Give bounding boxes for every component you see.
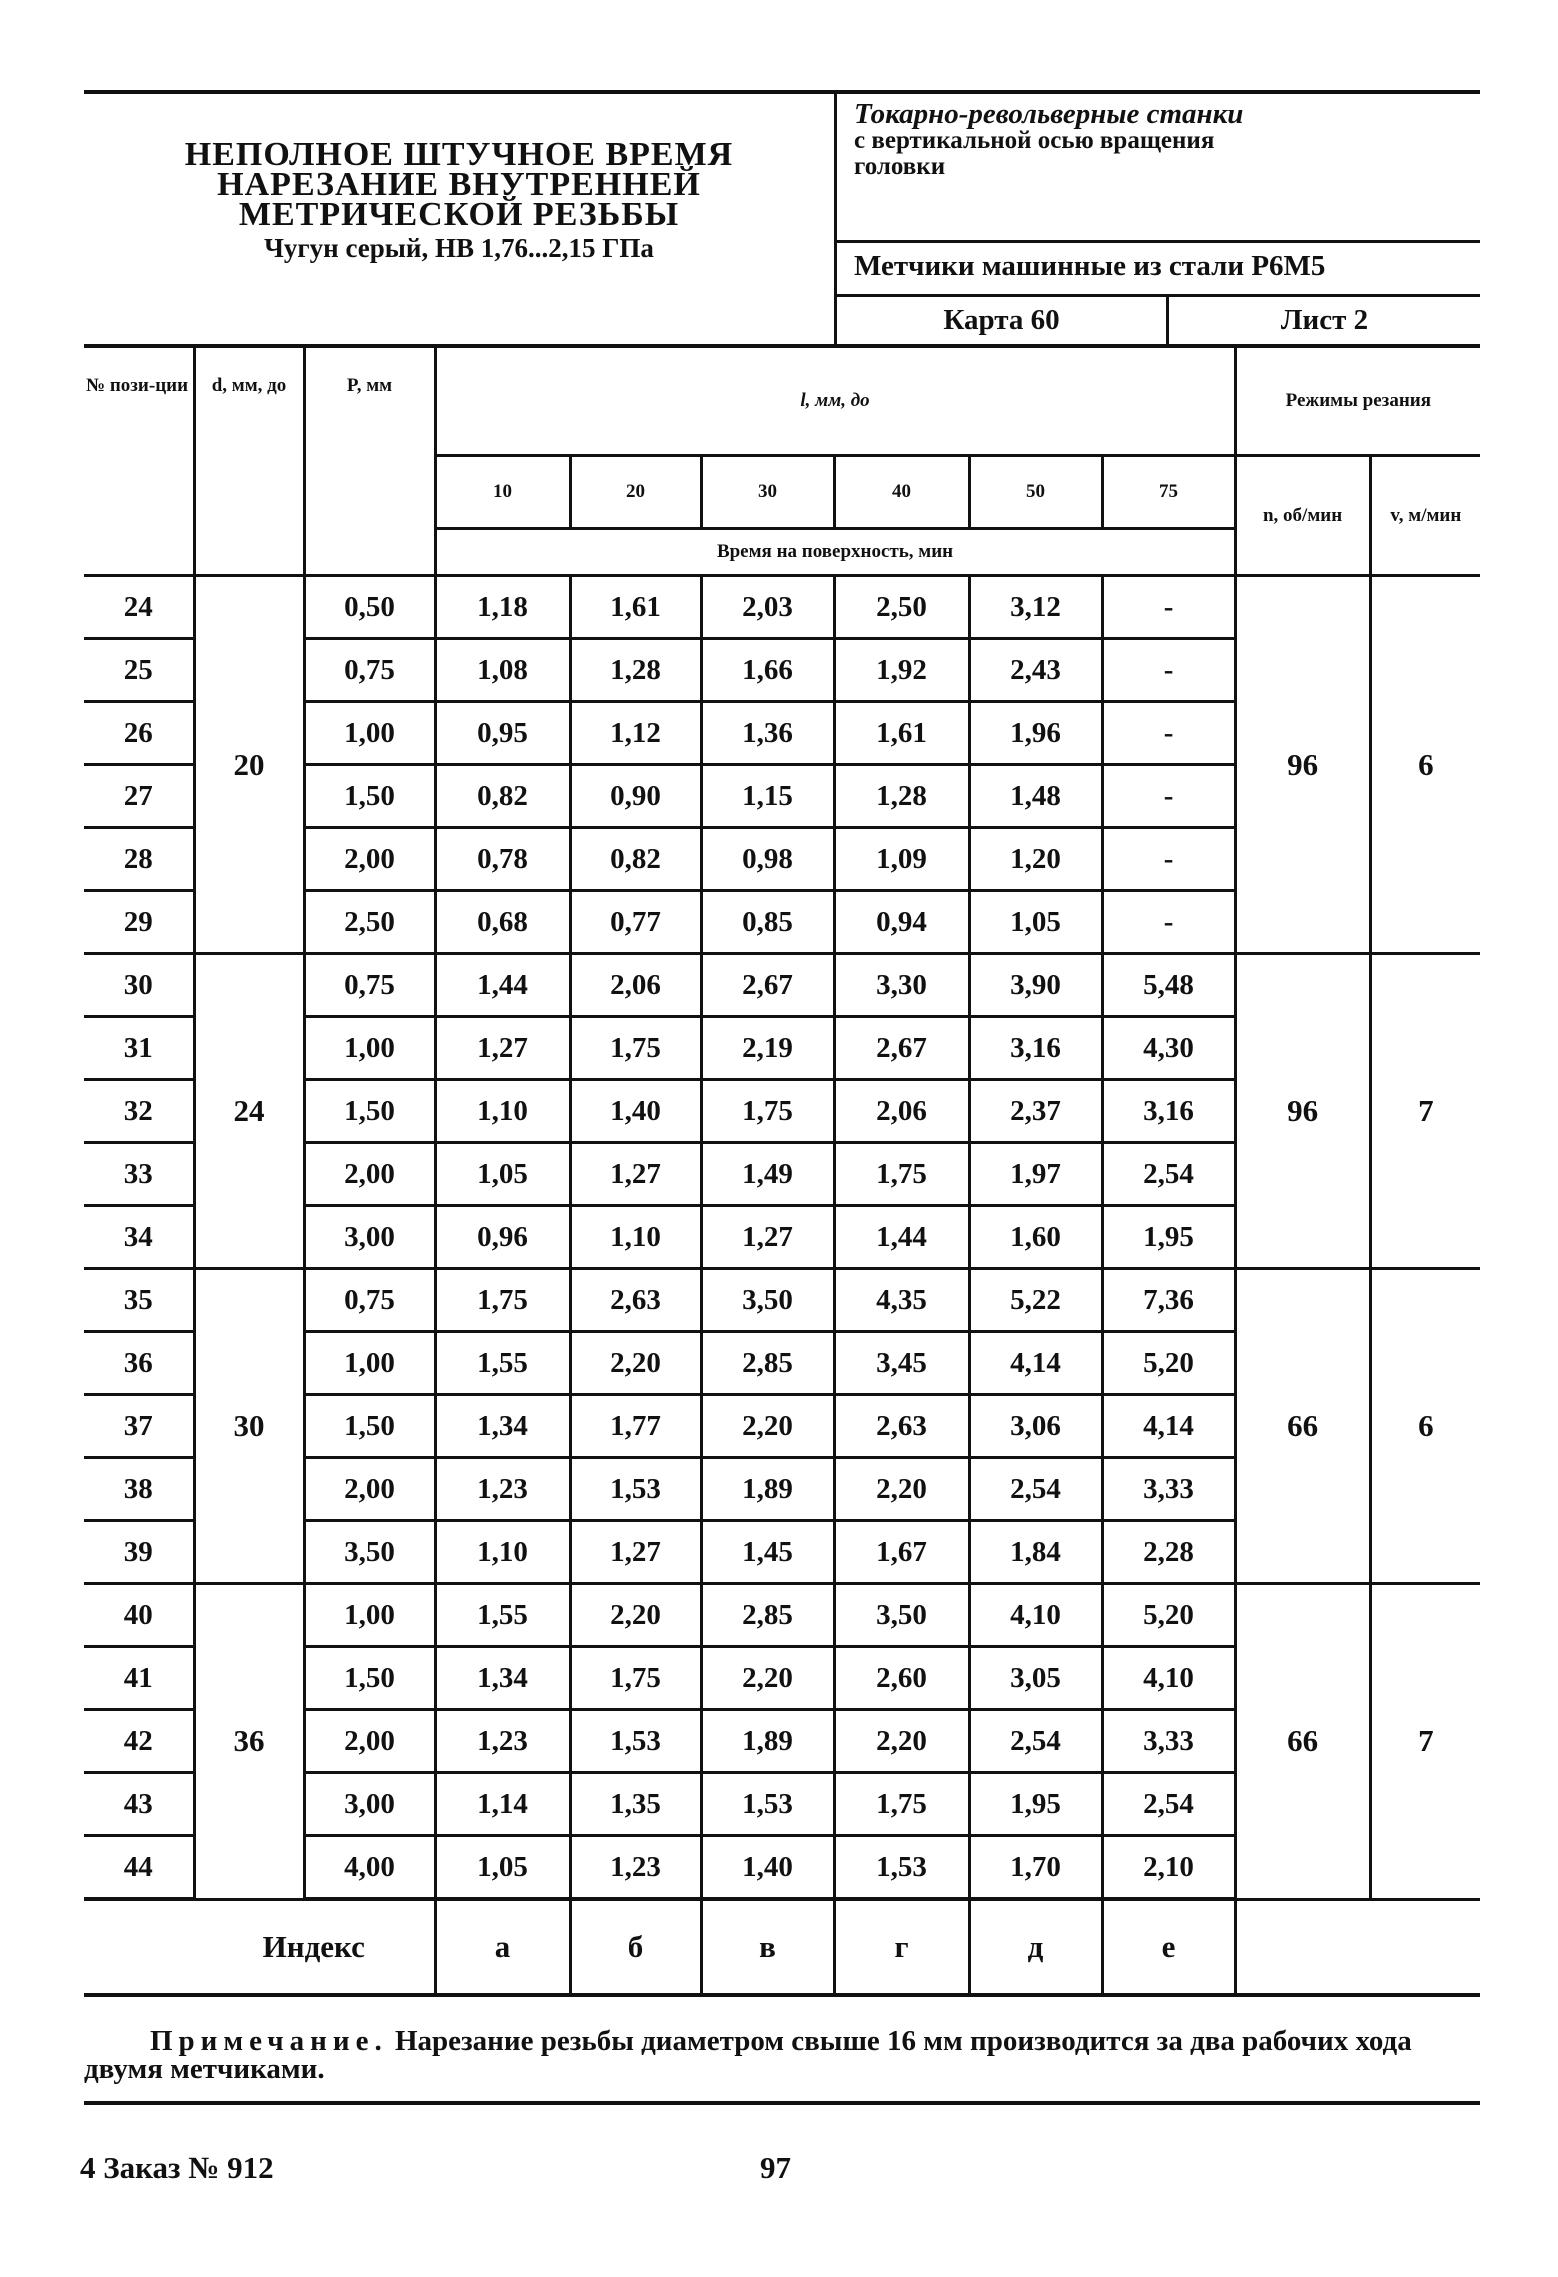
time-cell: 2,67 [701, 954, 834, 1017]
machine-line-1: Токарно-револьверные станки [854, 98, 1244, 130]
time-cell: 0,90 [570, 765, 701, 828]
time-cell: 5,20 [1102, 1332, 1235, 1395]
position-cell: 44 [84, 1836, 194, 1900]
position-cell: 40 [84, 1584, 194, 1647]
pitch-cell: 1,50 [304, 1647, 435, 1710]
pitch-cell: 1,00 [304, 1584, 435, 1647]
time-cell: 0,82 [435, 765, 570, 828]
time-cell: 5,22 [969, 1269, 1102, 1332]
time-cell: 1,18 [435, 576, 570, 639]
machine-type [854, 100, 1474, 180]
time-cell: 2,37 [969, 1080, 1102, 1143]
time-cell: 0,82 [570, 828, 701, 891]
time-cell: 1,66 [701, 639, 834, 702]
time-cell: 1,44 [435, 954, 570, 1017]
header-n: n, об/мин [1235, 456, 1370, 576]
table-row [84, 1269, 1480, 1332]
time-cell: 1,95 [969, 1773, 1102, 1836]
time-cell: 5,20 [1102, 1584, 1235, 1647]
time-cell: 2,20 [570, 1332, 701, 1395]
time-cell: 5,48 [1102, 954, 1235, 1017]
time-cell: 2,85 [701, 1332, 834, 1395]
time-cell: 1,12 [570, 702, 701, 765]
time-cell: 1,09 [834, 828, 969, 891]
time-cell: 3,50 [701, 1269, 834, 1332]
position-cell: 43 [84, 1773, 194, 1836]
time-cell: 1,53 [834, 1836, 969, 1900]
length-30: 30 [701, 456, 834, 529]
time-cell: 1,53 [701, 1773, 834, 1836]
time-cell: 2,85 [701, 1584, 834, 1647]
position-cell: 33 [84, 1143, 194, 1206]
sheet-number: Лист 2 [1280, 304, 1369, 336]
position-cell: 32 [84, 1080, 194, 1143]
time-cell: - [1102, 891, 1235, 954]
pitch-cell: 2,00 [304, 1710, 435, 1773]
time-cell: 1,05 [435, 1836, 570, 1900]
table-row [84, 954, 1480, 1017]
pitch-cell: 4,00 [304, 1836, 435, 1900]
time-cell: 2,28 [1102, 1521, 1235, 1584]
time-cell: 2,54 [1102, 1773, 1235, 1836]
time-cell: 1,75 [570, 1017, 701, 1080]
pitch-cell: 1,50 [304, 765, 435, 828]
time-cell: 0,95 [435, 702, 570, 765]
time-cell: 1,60 [969, 1206, 1102, 1269]
document-page [84, 90, 1480, 2105]
tool-label: Метчики машинные из стали Р6М5 [854, 250, 1326, 282]
time-cell: 2,20 [701, 1395, 834, 1458]
header-diameter: d, мм, до [194, 346, 304, 576]
time-cell: 1,23 [435, 1458, 570, 1521]
time-cell: 1,05 [969, 891, 1102, 954]
time-cell: 2,54 [1102, 1143, 1235, 1206]
time-cell: 1,75 [435, 1269, 570, 1332]
time-cell: 2,54 [969, 1458, 1102, 1521]
position-cell: 25 [84, 639, 194, 702]
time-cell: 3,45 [834, 1332, 969, 1395]
time-cell: 2,06 [834, 1080, 969, 1143]
time-cell: 1,53 [570, 1458, 701, 1521]
time-cell: 3,16 [1102, 1080, 1235, 1143]
time-cell: 1,84 [969, 1521, 1102, 1584]
pitch-cell: 1,00 [304, 1017, 435, 1080]
time-cell: 1,61 [570, 576, 701, 639]
time-cell: 2,67 [834, 1017, 969, 1080]
time-cell: 3,06 [969, 1395, 1102, 1458]
material-label: Чугун серый, НВ 1,76...2,15 ГПа [264, 233, 654, 263]
time-cell: 3,90 [969, 954, 1102, 1017]
speed-v-cell: 6 [1370, 576, 1480, 954]
note-text: Нарезание резьбы диаметром свыше 16 мм производится за два рабочих хода двумя метчиками. [84, 2025, 1412, 2085]
diameter-cell: 24 [194, 954, 304, 1269]
pitch-cell: 0,50 [304, 576, 435, 639]
title-line-2: НАРЕЗАНИЕ ВНУТРЕННЕЙ [217, 166, 701, 203]
time-cell: 1,53 [570, 1710, 701, 1773]
time-cell: 2,54 [969, 1710, 1102, 1773]
pitch-cell: 3,50 [304, 1521, 435, 1584]
time-cell: 4,14 [1102, 1395, 1235, 1458]
index-cell: в [701, 1899, 834, 1995]
time-cell: 1,28 [834, 765, 969, 828]
card-number: Карта 60 [943, 304, 1060, 336]
time-cell: - [1102, 828, 1235, 891]
time-cell: 3,33 [1102, 1458, 1235, 1521]
time-cell: 2,10 [1102, 1836, 1235, 1900]
time-cell: 1,89 [701, 1458, 834, 1521]
diameter-cell: 36 [194, 1584, 304, 1900]
order-number: 4 Заказ № 912 [80, 2150, 274, 2185]
time-cell: 4,10 [969, 1584, 1102, 1647]
pitch-cell: 0,75 [304, 954, 435, 1017]
time-cell: - [1102, 639, 1235, 702]
time-cell: 3,16 [969, 1017, 1102, 1080]
position-cell: 36 [84, 1332, 194, 1395]
time-cell: 2,20 [701, 1647, 834, 1710]
time-cell: 1,92 [834, 639, 969, 702]
position-cell: 30 [84, 954, 194, 1017]
pitch-cell: 2,00 [304, 828, 435, 891]
time-cell: 0,68 [435, 891, 570, 954]
header-position: № пози-ции [84, 346, 194, 576]
time-cell: 1,27 [570, 1143, 701, 1206]
machine-line-3: головки [854, 153, 946, 180]
speed-n-cell: 96 [1235, 576, 1370, 954]
pitch-cell: 0,75 [304, 1269, 435, 1332]
time-cell: 3,30 [834, 954, 969, 1017]
speed-v-cell: 7 [1370, 954, 1480, 1269]
time-cell: 1,67 [834, 1521, 969, 1584]
speed-v-cell: 6 [1370, 1269, 1480, 1584]
time-cell: 1,10 [570, 1206, 701, 1269]
position-cell: 29 [84, 891, 194, 954]
pitch-cell: 2,00 [304, 1143, 435, 1206]
time-cell: 1,77 [570, 1395, 701, 1458]
position-cell: 37 [84, 1395, 194, 1458]
time-cell: 1,15 [701, 765, 834, 828]
speed-n-cell: 96 [1235, 954, 1370, 1269]
time-cell: 0,98 [701, 828, 834, 891]
time-cell: 1,20 [969, 828, 1102, 891]
time-cell: 1,34 [435, 1395, 570, 1458]
index-row [84, 1899, 1480, 1995]
time-cell: 1,35 [570, 1773, 701, 1836]
time-cell: 3,05 [969, 1647, 1102, 1710]
time-cell: 1,97 [969, 1143, 1102, 1206]
time-cell: 0,85 [701, 891, 834, 954]
time-cell: 1,55 [435, 1584, 570, 1647]
time-cell: 0,94 [834, 891, 969, 954]
length-50: 50 [969, 456, 1102, 529]
length-75: 75 [1102, 456, 1235, 529]
title-line-3: МЕТРИЧЕСКОЙ РЕЗЬБЫ [238, 196, 680, 233]
position-cell: 39 [84, 1521, 194, 1584]
time-cell: 4,10 [1102, 1647, 1235, 1710]
time-cell: 1,34 [435, 1647, 570, 1710]
pitch-cell: 2,00 [304, 1458, 435, 1521]
time-cell: 1,36 [701, 702, 834, 765]
time-cell: 3,50 [834, 1584, 969, 1647]
pitch-cell: 3,00 [304, 1206, 435, 1269]
time-cell: 1,28 [570, 639, 701, 702]
speed-n-cell: 66 [1235, 1584, 1370, 1900]
note-label: Примечание. [150, 2025, 388, 2057]
header-modes: Режимы резания [1235, 346, 1480, 456]
index-cell: а [435, 1899, 570, 1995]
time-cell: 1,75 [570, 1647, 701, 1710]
time-cell: 2,50 [834, 576, 969, 639]
time-cell: 1,27 [435, 1017, 570, 1080]
time-cell: 2,20 [834, 1710, 969, 1773]
time-cell: 3,12 [969, 576, 1102, 639]
position-cell: 24 [84, 576, 194, 639]
time-cell: - [1102, 765, 1235, 828]
pitch-cell: 2,50 [304, 891, 435, 954]
time-cell: 7,36 [1102, 1269, 1235, 1332]
length-20: 20 [570, 456, 701, 529]
index-cell: д [969, 1899, 1102, 1995]
diameter-cell: 30 [194, 1269, 304, 1584]
time-cell: 1,14 [435, 1773, 570, 1836]
position-cell: 42 [84, 1710, 194, 1773]
document-title [84, 136, 834, 264]
index-label: Индекс [84, 1899, 435, 1995]
pitch-cell: 1,50 [304, 1080, 435, 1143]
time-cell: 1,96 [969, 702, 1102, 765]
page-number: 97 [760, 2150, 791, 2185]
time-cell: 2,20 [570, 1584, 701, 1647]
pitch-cell: 1,50 [304, 1395, 435, 1458]
time-cell: 1,10 [435, 1521, 570, 1584]
time-cell: 1,23 [435, 1710, 570, 1773]
time-cell: 4,35 [834, 1269, 969, 1332]
position-cell: 35 [84, 1269, 194, 1332]
time-table [84, 344, 1480, 1997]
time-cell: 1,08 [435, 639, 570, 702]
time-cell: 1,05 [435, 1143, 570, 1206]
position-cell: 27 [84, 765, 194, 828]
time-cell: 4,30 [1102, 1017, 1235, 1080]
time-cell: 2,20 [834, 1458, 969, 1521]
time-cell: 0,96 [435, 1206, 570, 1269]
length-40: 40 [834, 456, 969, 529]
time-cell: 1,89 [701, 1710, 834, 1773]
time-cell: 3,33 [1102, 1710, 1235, 1773]
pitch-cell: 3,00 [304, 1773, 435, 1836]
time-cell: 4,14 [969, 1332, 1102, 1395]
time-cell: - [1102, 702, 1235, 765]
time-cell: 1,75 [834, 1143, 969, 1206]
table-row [84, 576, 1480, 639]
time-cell: 1,55 [435, 1332, 570, 1395]
pitch-cell: 1,00 [304, 702, 435, 765]
time-cell: 1,10 [435, 1080, 570, 1143]
time-cell: 0,77 [570, 891, 701, 954]
time-cell: 0,78 [435, 828, 570, 891]
table-row [84, 1584, 1480, 1647]
machine-line-2: с вертикальной осью вращения [854, 127, 1215, 154]
length-10: 10 [435, 456, 570, 529]
time-cell: 2,43 [969, 639, 1102, 702]
index-cell: е [1102, 1899, 1235, 1995]
pitch-cell: 0,75 [304, 639, 435, 702]
position-cell: 38 [84, 1458, 194, 1521]
time-cell: 1,75 [834, 1773, 969, 1836]
time-cell: 1,48 [969, 765, 1102, 828]
position-cell: 31 [84, 1017, 194, 1080]
diameter-cell: 20 [194, 576, 304, 954]
time-cell: 1,61 [834, 702, 969, 765]
index-cell: б [570, 1899, 701, 1995]
time-cell: 1,40 [570, 1080, 701, 1143]
time-cell: 2,63 [834, 1395, 969, 1458]
position-cell: 28 [84, 828, 194, 891]
time-cell: 2,06 [570, 954, 701, 1017]
time-cell: 1,75 [701, 1080, 834, 1143]
pitch-cell: 1,00 [304, 1332, 435, 1395]
header-length: l, мм, до [435, 346, 1235, 456]
speed-n-cell: 66 [1235, 1269, 1370, 1584]
header-pitch: P, мм [304, 346, 435, 576]
time-cell: 2,19 [701, 1017, 834, 1080]
position-cell: 26 [84, 702, 194, 765]
time-cell: 1,40 [701, 1836, 834, 1900]
time-cell: 1,45 [701, 1521, 834, 1584]
time-cell: 1,95 [1102, 1206, 1235, 1269]
title-line-1: НЕПОЛНОЕ ШТУЧНОЕ ВРЕМЯ [184, 136, 734, 173]
time-cell: 1,49 [701, 1143, 834, 1206]
time-cell: 1,27 [701, 1206, 834, 1269]
time-cell: 2,60 [834, 1647, 969, 1710]
speed-v-cell: 7 [1370, 1584, 1480, 1900]
time-cell: 1,23 [570, 1836, 701, 1900]
time-cell: 1,44 [834, 1206, 969, 1269]
header-time: Время на поверхность, мин [435, 529, 1235, 576]
card-header [84, 90, 1480, 344]
header-v: v, м/мин [1370, 456, 1480, 576]
position-cell: 41 [84, 1647, 194, 1710]
time-cell: - [1102, 576, 1235, 639]
time-cell: 1,27 [570, 1521, 701, 1584]
index-empty-cell [1235, 1899, 1480, 1995]
time-cell: 1,70 [969, 1836, 1102, 1900]
time-cell: 2,63 [570, 1269, 701, 1332]
note [84, 2027, 1480, 2083]
time-cell: 2,03 [701, 576, 834, 639]
position-cell: 34 [84, 1206, 194, 1269]
index-cell: г [834, 1899, 969, 1995]
